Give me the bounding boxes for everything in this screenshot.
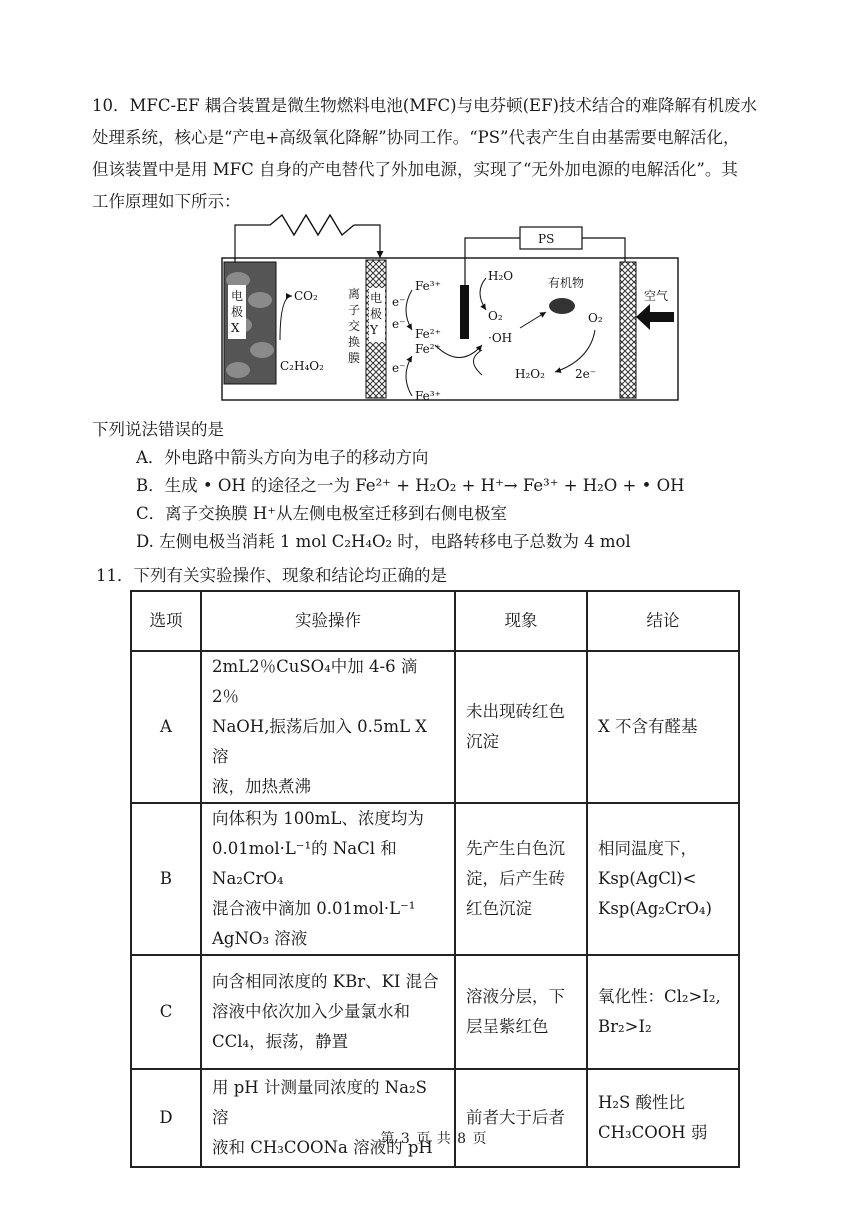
organic-label: 有机物 [548, 276, 585, 290]
mfc-ef-diagram [220, 210, 680, 410]
cathode-bar [460, 285, 469, 339]
operation-line: 溶液中依次加入少量氯水和 [212, 1002, 410, 1021]
electrode-y-label: Y [370, 323, 378, 337]
header-conclusion: 结论 [587, 591, 739, 651]
operation-line: 用 pH 计测量同浓度的 Na₂S 溶 [212, 1078, 427, 1127]
cell-conclusion [587, 1069, 739, 1167]
header-operation: 实验操作 [201, 591, 455, 651]
membrane-label: 换 [348, 335, 361, 349]
electrode-x-label: 极 [231, 305, 244, 319]
operation-line: NaOH,振荡后加入 0.5mL X 溶 [212, 717, 428, 766]
cell-option: C [131, 955, 201, 1069]
electrode-x-grain [226, 362, 250, 378]
cell-option: B [131, 803, 201, 955]
operation-line: 液，加热煮沸 [212, 777, 311, 796]
electrode-x-label: 电 [231, 289, 244, 303]
phenomenon-line: 未出现砖红色 [466, 702, 565, 721]
page-footer: 第 3 页 共 8 页 [380, 1131, 488, 1147]
cell-phenomenon [455, 803, 587, 955]
operation-line: 混合液中滴加 0.01mol·L⁻¹ [212, 899, 416, 918]
operation-line: 液和 CH₃COONa 溶液的 pH [212, 1138, 433, 1157]
two-electron-label: 2e⁻ [575, 367, 597, 381]
membrane-label: 离 [348, 287, 361, 301]
external-wire-left [235, 225, 270, 262]
option-d: D. 左侧电极当消耗 1 mol C₂H₄O₂ 时，电路转移电子总数为 4 mol [136, 532, 631, 551]
operation-line: 向体积为 100mL、浓度均为 [212, 809, 424, 828]
cell-operation [201, 955, 455, 1069]
oxidation-arrow [280, 296, 292, 340]
table-header-row [131, 591, 739, 651]
table-row [131, 803, 739, 955]
conclusion-line: 相同温度下， [598, 839, 697, 858]
phenomenon-line: 红色沉淀 [466, 899, 532, 918]
electrode-y-label: 极 [370, 307, 383, 321]
electrode-y-label: 电 [370, 291, 383, 305]
question-10-prompt: 下列说法错误的是 [92, 420, 224, 439]
cell-conclusion [587, 955, 739, 1069]
cell-operation [201, 1069, 455, 1167]
cell-phenomenon [455, 651, 587, 803]
phenomenon-line: 沉淀 [466, 732, 499, 751]
reduction-arrow-top [406, 290, 412, 330]
experiment-table [130, 590, 740, 1168]
hydroxyl-label: ·OH [488, 331, 513, 345]
electrode-x-grain [250, 342, 274, 358]
h2o2-to-oh-arrow [474, 350, 483, 375]
operation-line: AgNO₃ 溶液 [212, 929, 308, 948]
conclusion-line: CH₃COOH 弱 [598, 1123, 708, 1142]
option-b: B．生成 • OH 的途径之一为 Fe²⁺ + H₂O₂ + H⁺→ Fe³⁺ + H₂O + • OH [136, 476, 685, 495]
cell-conclusion [587, 651, 739, 803]
header-option: 选项 [131, 591, 201, 651]
fe2-label: Fe²⁺ [415, 327, 441, 341]
oxygen-reduction-arrow [555, 330, 595, 372]
fe2-label: Fe²⁺ [415, 342, 441, 356]
external-wire-right [354, 225, 380, 258]
header-phenomenon: 现象 [455, 591, 587, 651]
ps-label: PS [538, 232, 555, 246]
phenomenon-line: 层呈紫红色 [466, 1017, 549, 1036]
degradation-arrow [520, 312, 546, 328]
electrode-x-grain [248, 292, 272, 308]
operation-line: 向含相同浓度的 KBr、KI 混合 [212, 972, 439, 991]
co2-label: CO₂ [294, 289, 318, 303]
conclusion-line: Ksp(AgCl)< [598, 869, 697, 888]
air-label: 空气 [644, 289, 669, 303]
stem-line: 10．MFC-EF 耦合装置是微生物燃料电池(MFC)与电芬顿(EF)技术结合的难降解有机废水 [92, 96, 757, 115]
h2o2-label: H₂O₂ [515, 367, 545, 381]
fuel-label: C₂H₄O₂ [280, 359, 324, 373]
membrane-label: 子 [348, 303, 361, 317]
cell-conclusion [587, 803, 739, 955]
electron-label: e⁻ [392, 317, 406, 331]
cell-operation [201, 803, 455, 955]
membrane-label: 膜 [348, 351, 361, 365]
conclusion-line: Br₂>I₂ [598, 1017, 652, 1036]
operation-line: CCl₄，振荡，静置 [212, 1032, 349, 1051]
table-row [131, 1069, 739, 1167]
electron-label: e⁻ [392, 295, 406, 309]
electrode-x-label: X [231, 321, 240, 335]
o2-label: O₂ [488, 309, 503, 323]
conclusion-line: Ksp(Ag₂CrO₄) [598, 899, 712, 918]
phenomenon-line: 先产生白色沉 [466, 839, 565, 858]
cell-option: D [131, 1069, 201, 1167]
organic-blob [549, 298, 575, 314]
phenomenon-line: 溶液分层，下 [466, 987, 565, 1006]
option-c: C．离子交换膜 H⁺从左侧电极室迁移到右侧电极室 [136, 504, 507, 523]
air-cathode [620, 262, 636, 398]
fe3-label: Fe³⁺ [415, 389, 441, 403]
resistor [270, 215, 354, 235]
air-arrow [636, 304, 674, 330]
operation-line: 0.01mol·L⁻¹的 NaCl 和 Na₂CrO₄ [212, 839, 397, 888]
cell-phenomenon [455, 955, 587, 1069]
reactor-tank [222, 258, 678, 400]
cell-operation [201, 651, 455, 803]
stem-line: 处理系统，核心是“产电+高级氧化降解”协同工作。“PS”代表产生自由基需要电解活化， [92, 128, 740, 147]
h2o-label: H₂O [488, 269, 514, 283]
reduction-arrow-bottom [406, 356, 412, 396]
conclusion-line: 氧化性：Cl₂>I₂, [598, 987, 721, 1006]
table-row [131, 651, 739, 803]
conclusion-line: X 不含有醛基 [598, 717, 698, 736]
conclusion-line: H₂S 酸性比 [598, 1093, 686, 1112]
stem-line: 但该装置中是用 MFC 自身的产电替代了外加电源，实现了“无外加电源的电解活化”。其 [92, 160, 738, 179]
fe3-label: Fe³⁺ [415, 279, 441, 293]
question-11-title: 11．下列有关实验操作、现象和结论均正确的是 [96, 566, 447, 585]
membrane-label: 交 [348, 319, 361, 333]
o2-air-label: O₂ [588, 311, 603, 325]
cell-option: A [131, 651, 201, 803]
electron-label: e⁻ [392, 361, 406, 375]
option-a: A．外电路中箭头方向为电子的移动方向 [136, 448, 429, 467]
question-10-stem [92, 90, 782, 218]
phenomenon-line: 前者大于后者 [466, 1108, 565, 1127]
table-row [131, 955, 739, 1069]
phenomenon-line: 淀，后产生砖 [466, 869, 565, 888]
stem-line: 工作原理如下所示： [92, 192, 241, 211]
operation-line: 2mL2％CuSO₄中加 4-6 滴 2％ [212, 657, 418, 706]
water-arrow [480, 278, 486, 310]
cell-phenomenon [455, 1069, 587, 1167]
